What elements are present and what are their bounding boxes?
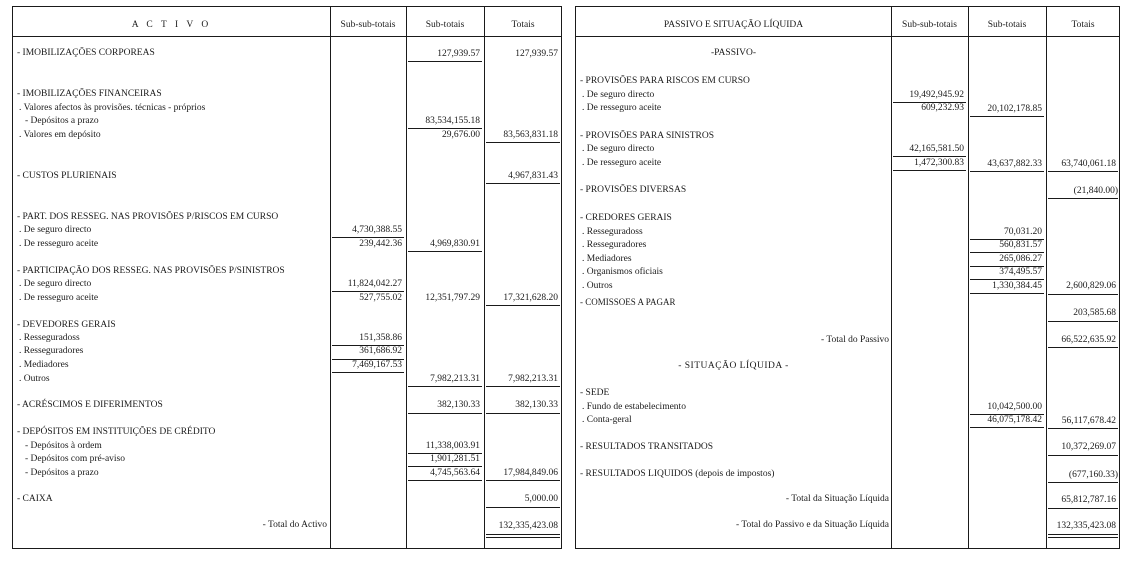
section-passivo: -PASSIVO- — [710, 48, 757, 58]
imob-corporeas-label: - IMOBILIZAÇÕES CORPOREAS — [17, 48, 155, 58]
sede-label: - SEDE — [580, 388, 610, 398]
prov-riscos-aceite-label: . De resseguro aceite — [582, 103, 662, 113]
credores-mediadores-label: . Mediadores — [582, 254, 632, 264]
prov-sinistros-label: - PROVISÕES PARA SINISTROS — [580, 131, 715, 141]
devedores-segurados-subsub: 151,358.86 — [359, 333, 402, 343]
devedores-resseguradores-subsub: 361,686.92 — [359, 346, 402, 356]
prov-sinistros-sub: 43,637,882.33 — [987, 159, 1042, 169]
part-riscos-aceite-subsub: 239,442.36 — [359, 239, 402, 249]
devedores-resseguradores-label: . Resseguradores — [19, 346, 84, 356]
depositos-pre-aviso-sub: 1,901,281.51 — [430, 454, 480, 464]
caixa-label: - CAIXA — [17, 494, 53, 504]
acrescimos-tot: 382,130.33 — [515, 400, 558, 410]
passivo-header-subsub: Sub-sub-totais — [902, 20, 957, 30]
devedores-outros-label: . Outros — [19, 374, 50, 384]
prov-riscos-label: - PROVISÕES PARA RISCOS EM CURSO — [580, 76, 750, 86]
prov-riscos-directo-label: . De seguro directo — [582, 90, 655, 100]
valores-deposito-sub: 29,676.00 — [442, 130, 480, 140]
devedores-label: - DEVEDORES GERAIS — [17, 320, 116, 330]
total-situacao-label: - Total da Situação Líquida — [785, 494, 889, 504]
part-sinistros-sub: 12,351,797.29 — [425, 293, 480, 303]
passivo-header-tot: Totais — [1071, 20, 1095, 30]
credores-outros-label: . Outros — [582, 281, 613, 291]
part-sinistros-directo-subsub: 11,824,042.27 — [347, 279, 402, 289]
sede-conta-geral-label: . Conta-geral — [582, 415, 632, 425]
prov-riscos-sub: 20,102,178.85 — [987, 104, 1042, 114]
total-activo-tot: 132,335,423.08 — [498, 521, 558, 531]
imob-corporeas-tot: 127,939.57 — [515, 49, 558, 59]
depositos-pre-aviso-label: - Depósitos com pré-aviso — [25, 454, 125, 464]
acrescimos-label: - ACRÉSCIMOS E DIFERIMENTOS — [17, 400, 163, 410]
sede-tot: 56,117,678.42 — [1061, 416, 1116, 426]
acrescimos-sub: 382,130.33 — [437, 400, 480, 410]
custos-plurienais-tot: 4,967,831.43 — [508, 171, 558, 181]
comissoes-tot: 203,585.68 — [1073, 308, 1116, 318]
resultados-liquidos-label: - RESULTADOS LIQUIDOS (depois de impostos) — [580, 469, 775, 479]
activo-header-subsub: Sub-sub-totais — [340, 20, 396, 30]
total-geral-label: - Total do Passivo e da Situação Líquida — [736, 520, 889, 530]
devedores-sub: 7,982,213.31 — [430, 374, 480, 384]
depositos-prazo-credito-sub: 4,745,563.64 — [430, 468, 480, 478]
section-situacao: - SITUAÇÃO LÍQUIDA - — [678, 361, 789, 371]
part-sinistros-aceite-label: . De resseguro aceite — [19, 293, 99, 303]
credores-outros-sub: 1,330,384.45 — [992, 281, 1042, 291]
credores-resseguradores-label: . Resseguradores — [582, 240, 647, 250]
prov-diversas-tot: (21,840.00) — [1073, 186, 1118, 196]
imob-corporeas-sub: 127,939.57 — [437, 49, 480, 59]
comissoes-label: - COMISSÕES A PAGAR — [580, 298, 676, 306]
sede-fundo-sub: 10,042,500.00 — [987, 402, 1042, 412]
part-resseg-tot: 17,321,628.20 — [503, 293, 558, 303]
depositos-ordem-label: - Depósitos à ordem — [25, 441, 102, 451]
activo-header-sub: Sub-totais — [425, 20, 465, 30]
depositos-prazo-sub: 83,534,155.18 — [425, 116, 480, 126]
depositos-ordem-sub: 11,338,003.91 — [425, 441, 480, 451]
depositos-credito-label: - DEPÓSITOS EM INSTITUIÇÕES DE CRÉDITO — [17, 427, 216, 437]
prov-sinistros-aceite-subsub: 1,472,300.83 — [914, 158, 964, 168]
devedores-segurados-label: . Resseguradoss — [19, 333, 80, 343]
total-activo-label: - Total do Activo — [262, 520, 327, 530]
depositos-credito-tot: 17,984,849.06 — [503, 468, 558, 478]
imob-financeiras-label: - IMOBILIZAÇÕES FINANCEIRAS — [17, 89, 162, 99]
credores-label: - CREDORES GERAIS — [580, 213, 672, 223]
total-situacao-tot: 65,812,787.16 — [1061, 495, 1116, 505]
credores-segurados-label: . Resseguradoss — [582, 227, 643, 237]
activo-panel — [12, 6, 562, 549]
passivo-header-title: PASSIVO E SITUAÇÃO LÍQUIDA — [663, 20, 804, 30]
part-riscos-label: - PART. DOS RESSEG. NAS PROVISÕES P/RISCOS EM CURSO — [17, 212, 279, 222]
part-riscos-directo-label: . De seguro directo — [19, 225, 92, 235]
resultados-transitados-tot: 10,372,269.07 — [1061, 442, 1116, 452]
part-sinistros-aceite-subsub: 527,755.02 — [359, 293, 402, 303]
prov-diversas-label: - PROVISÕES DIVERSAS — [580, 185, 687, 195]
caixa-tot: 5,000.00 — [524, 494, 558, 504]
activo-header-tot: Totais — [511, 20, 535, 30]
credores-organismos-sub: 374,495.57 — [999, 267, 1042, 277]
credores-organismos-label: . Organismos oficiais — [582, 267, 663, 277]
activo-header-title: A C T I V O — [131, 20, 212, 30]
devedores-mediadores-subsub: 7,469,167.53 — [352, 360, 402, 370]
imob-financeiras-tot: 83,563,831.18 — [503, 130, 558, 140]
resultados-transitados-label: - RESULTADOS TRANSITADOS — [580, 442, 714, 452]
credores-tot: 2,600,829.06 — [1066, 281, 1116, 291]
valores-deposito-label: . Valores em depósito — [19, 130, 101, 140]
part-riscos-aceite-label: . De resseguro aceite — [19, 239, 99, 249]
prov-riscos-aceite-subsub: 609,232.93 — [921, 103, 964, 113]
part-sinistros-label: - PARTICIPAÇÃO DOS RESSEG. NAS PROVISÕES P/SINISTROS — [17, 266, 285, 276]
sede-conta-geral-sub: 46,075,178.42 — [987, 415, 1042, 425]
credores-resseguradores-sub: 560,831.57 — [999, 240, 1042, 250]
total-geral-tot: 132,335,423.08 — [1056, 521, 1116, 531]
devedores-tot: 7,982,213.31 — [508, 374, 558, 384]
credores-mediadores-sub: 265,086.27 — [999, 254, 1042, 264]
part-riscos-sub: 4,969,830.91 — [430, 239, 480, 249]
passivo-header-sub: Sub-totais — [987, 20, 1027, 30]
prov-sinistros-directo-label: . De seguro directo — [582, 144, 655, 154]
resultados-liquidos-tot: (677,160.33) — [1068, 470, 1118, 480]
part-sinistros-directo-label: . De seguro directo — [19, 279, 92, 289]
credores-segurados-sub: 70,031.20 — [1004, 227, 1042, 237]
depositos-prazo-label: - Depósitos a prazo — [25, 116, 99, 126]
prov-sinistros-directo-subsub: 42,165,581.50 — [909, 144, 964, 154]
total-passivo-label: - Total do Passivo — [820, 335, 889, 345]
prov-sinistros-aceite-label: . De resseguro aceite — [582, 158, 662, 168]
devedores-mediadores-label: . Mediadores — [19, 360, 69, 370]
prov-riscos-directo-subsub: 19,492,945.92 — [909, 90, 964, 100]
sede-fundo-label: . Fundo de estabelecimento — [582, 402, 686, 412]
prov-tecnicas-tot: 63,740,061.18 — [1061, 159, 1116, 169]
part-riscos-directo-subsub: 4,730,388.55 — [352, 225, 402, 235]
custos-plurienais-label: - CUSTOS PLURIENAIS — [17, 171, 117, 181]
depositos-prazo-credito-label: - Depósitos a prazo — [25, 468, 99, 478]
valores-afectos-label: . Valores afectos às provisões. técnicas - próprios — [19, 103, 206, 113]
passivo-panel — [575, 6, 1120, 549]
total-passivo-tot: 66,522,635.92 — [1061, 335, 1116, 345]
